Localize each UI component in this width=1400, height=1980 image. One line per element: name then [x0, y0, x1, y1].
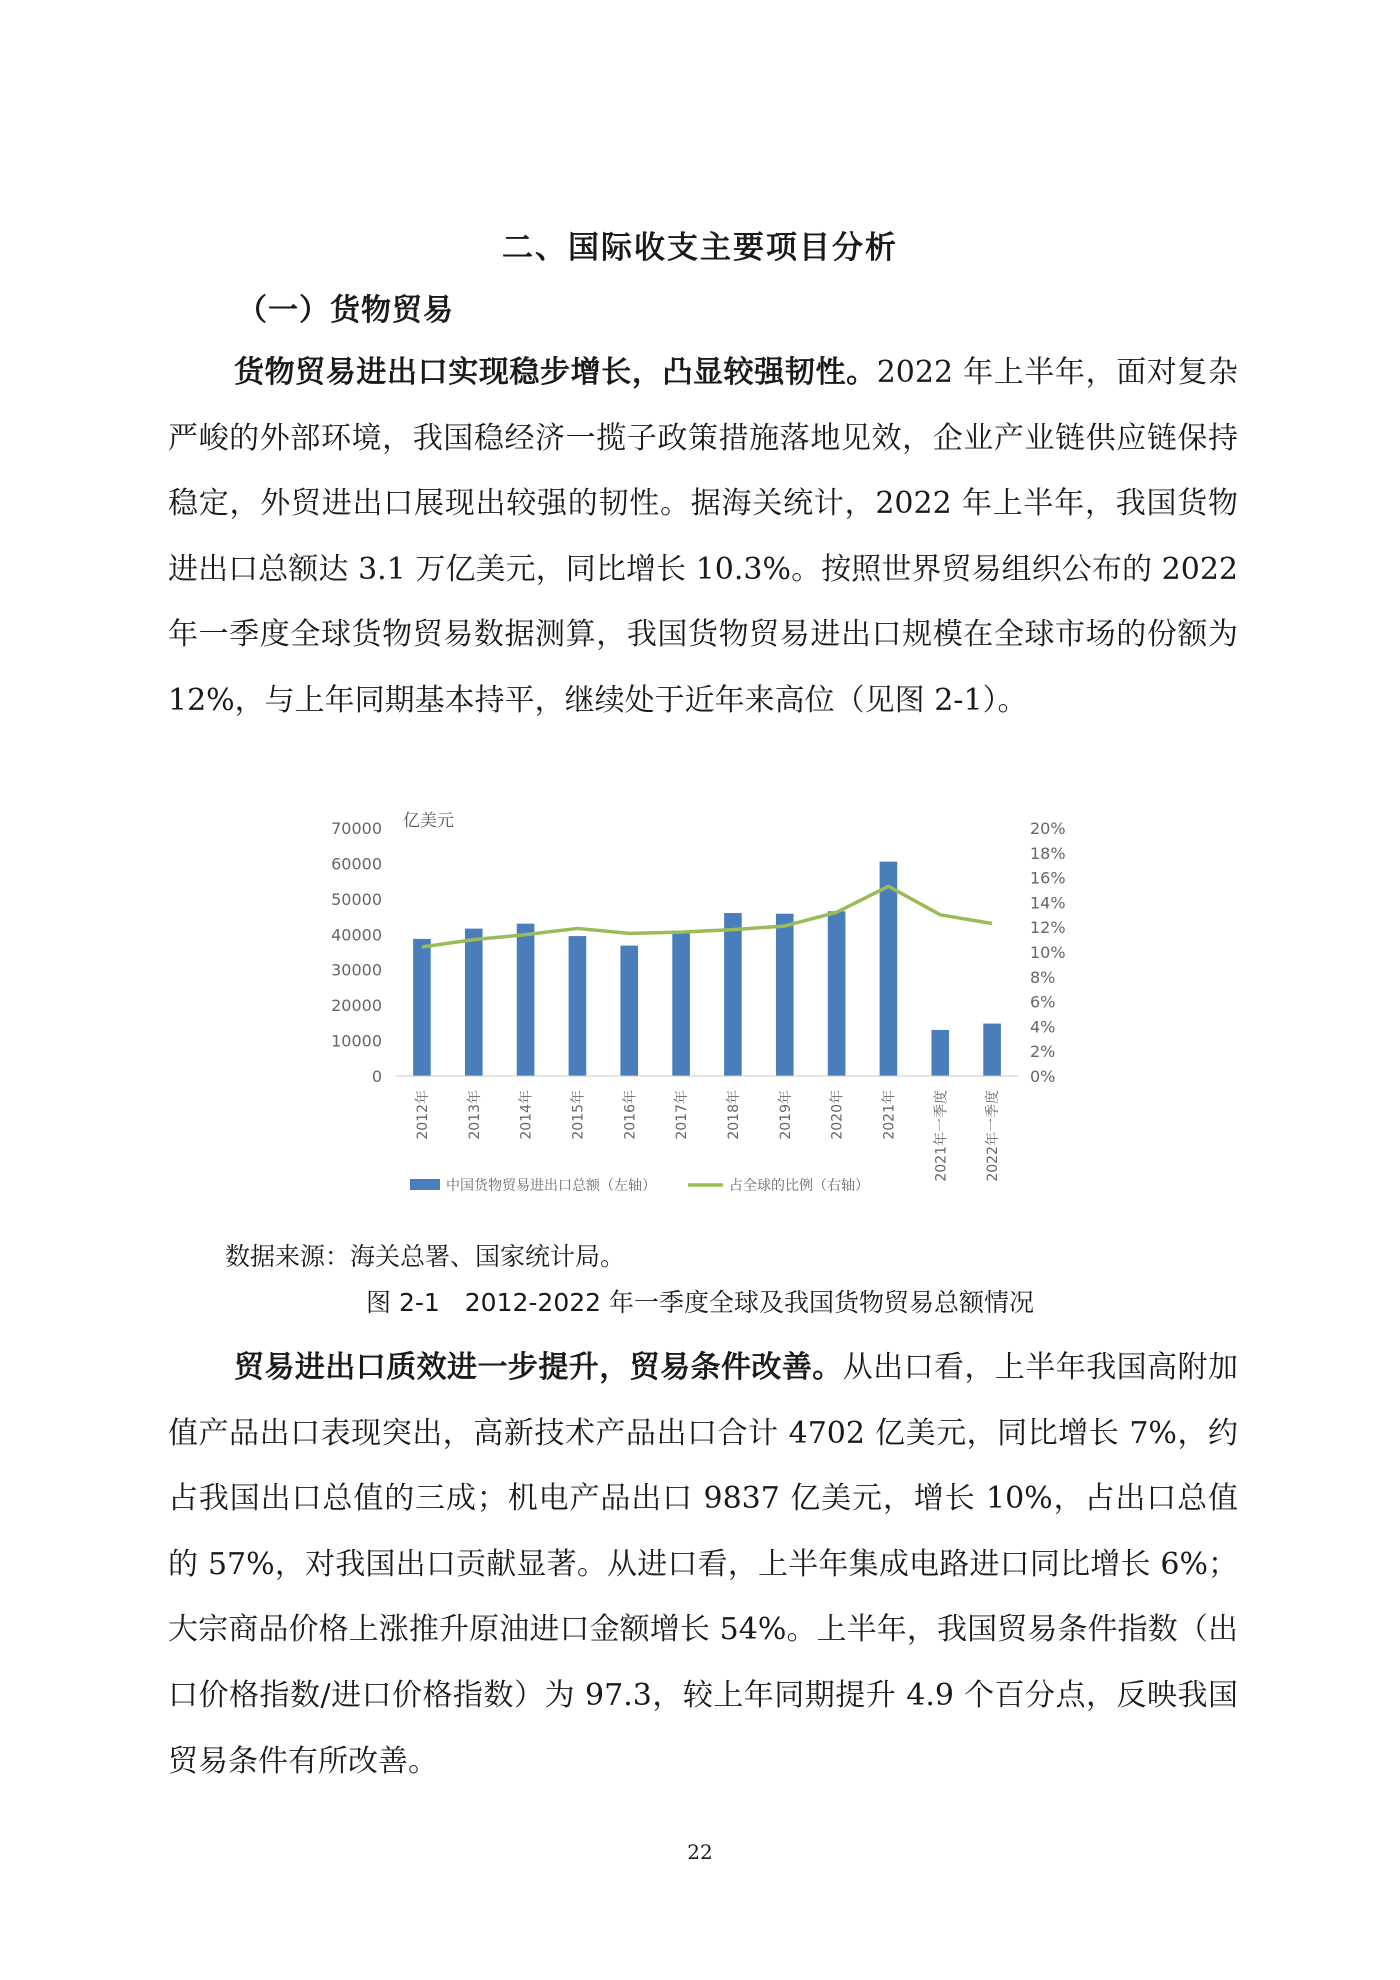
bar-2021年 [880, 862, 898, 1076]
share-line [422, 886, 992, 947]
right-axis-tick: 6% [1030, 992, 1056, 1012]
x-axis-tick: 2015年 [570, 1090, 587, 1140]
x-axis-tick: 2020年 [829, 1090, 846, 1140]
bar-2014年 [517, 924, 535, 1076]
left-axis-unit: 亿美元 [403, 811, 454, 831]
paragraph-body: 2022 年上半年，面对复杂严峻的外部环境，我国稳经济一揽子政策措施落地见效，企业产业链供应链保持稳定，外贸进出口展现出较强的韧性。据海关统计，2022 年上半年，我国货物进出口总额达 3.1 万亿美元，同比增长 10.3%。按照世界贸易组织公布的 2022 年一季度全球货物贸易数据测算，我国货物贸易进出口规模在全球市场的份额为 12%，与上年同期基本持平，继续处于近年来高位（见图 2-1）。 [168, 355, 1239, 718]
right-axis-tick: 14% [1030, 893, 1066, 913]
subsection-title: （一）货物贸易 [237, 293, 454, 328]
left-axis-tick: 40000 [331, 925, 382, 945]
legend-bar-swatch [410, 1179, 440, 1190]
x-axis-tick: 2021年一季度 [933, 1090, 950, 1182]
bar-2016年 [620, 946, 638, 1076]
left-axis-tick: 10000 [331, 1031, 382, 1051]
paragraph-lead: 货物贸易进出口实现稳步增长，凸显较强韧性。 [234, 355, 877, 390]
bar-2020年 [828, 911, 846, 1076]
x-axis-tick: 2014年 [518, 1090, 535, 1140]
right-axis-tick: 8% [1030, 967, 1056, 987]
bar-2022年一季度 [983, 1024, 1001, 1076]
bar-2012年 [413, 939, 431, 1076]
x-axis-tick: 2012年 [414, 1090, 431, 1140]
page-number: 22 [687, 1840, 713, 1864]
x-axis-tick: 2021年 [881, 1090, 898, 1140]
bar-2015年 [569, 936, 587, 1076]
bar-2013年 [465, 929, 483, 1076]
left-axis-tick: 50000 [331, 889, 382, 909]
left-axis-tick: 70000 [331, 819, 382, 838]
x-axis-tick: 2013年 [466, 1090, 483, 1140]
left-axis-tick: 0 [371, 1067, 382, 1086]
x-axis-tick: 2022年一季度 [985, 1090, 1002, 1182]
bar-2018年 [724, 913, 742, 1076]
trade-chart-svg [318, 798, 1088, 1210]
right-axis-tick: 2% [1030, 1042, 1056, 1062]
x-axis-tick: 2017年 [674, 1090, 691, 1140]
left-axis-tick: 30000 [331, 960, 382, 980]
legend-line-label: 占全球的比例（右轴） [729, 1178, 869, 1194]
trade-chart [318, 798, 1088, 1210]
x-axis-tick: 2016年 [622, 1090, 639, 1140]
legend-bar-label: 中国货物贸易进出口总额（左轴） [446, 1178, 656, 1194]
left-axis-tick: 20000 [331, 996, 382, 1016]
right-axis-tick: 18% [1030, 843, 1066, 863]
bar-2019年 [776, 914, 794, 1076]
right-axis-tick: 10% [1030, 943, 1066, 962]
right-axis-tick: 4% [1030, 1017, 1056, 1037]
x-axis-tick: 2019年 [777, 1090, 794, 1140]
paragraph-goods-trade-growth [168, 340, 1238, 734]
bar-2017年 [672, 931, 690, 1076]
figure-source: 数据来源：海关总署、国家统计局。 [225, 1242, 626, 1271]
right-axis-tick: 12% [1030, 918, 1066, 938]
left-axis-tick: 60000 [331, 854, 382, 874]
paragraph-lead: 贸易进出口质效进一步提升，贸易条件改善。 [234, 1350, 843, 1385]
right-axis-tick: 16% [1030, 868, 1066, 888]
figure-caption: 图 2-1 2012-2022 年一季度全球及我国货物贸易总额情况 [366, 1288, 1034, 1317]
bar-2021年一季度 [931, 1030, 949, 1076]
right-axis-tick: 0% [1030, 1067, 1056, 1086]
section-title: 二、国际收支主要项目分析 [502, 230, 898, 266]
paragraph-body: 从出口看，上半年我国高附加值产品出口表现突出，高新技术产品出口合计 4702 亿美元，同比增长 7%，约占我国出口总值的三成；机电产品出口 9837 亿美元，增长 10%，占出口总值的 57%，对我国出口贡献显著。从进口看，上半年集成电路进口同比增长 6%；大宗商品价格上涨推升原油进口金额增长 54%。上半年，我国贸易条件指数（出口价格指数/进口价格指数）为 97.3，较上年同期提升 4.9 个百分点，反映我国贸易条件有所改善。 [168, 1350, 1238, 1779]
paragraph-trade-quality [168, 1335, 1238, 1794]
x-axis-tick: 2018年 [725, 1090, 742, 1140]
right-axis-tick: 20% [1030, 819, 1066, 838]
